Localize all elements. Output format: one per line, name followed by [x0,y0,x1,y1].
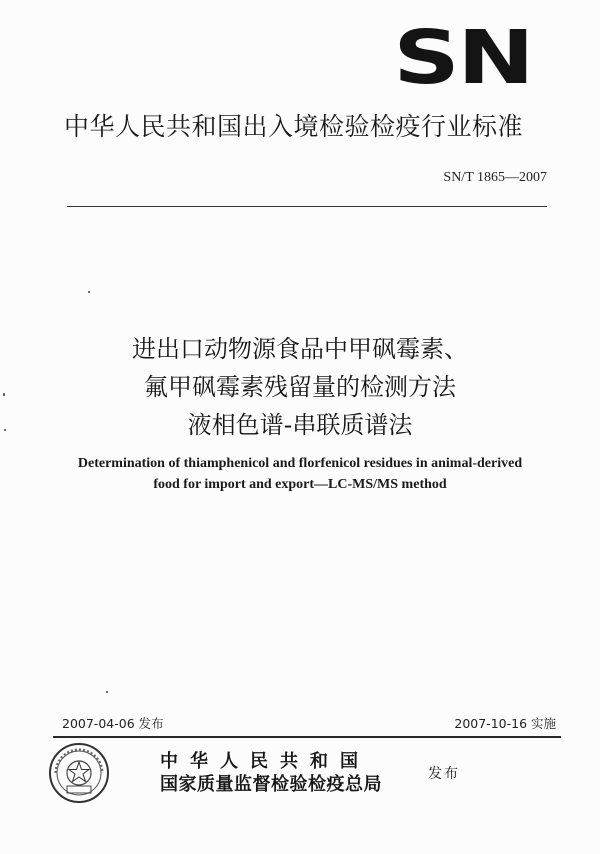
top-divider [67,206,547,207]
bottom-divider [53,736,561,738]
chinese-title-line-3: 液相色谱-串联质谱法 [187,411,413,439]
issuer-agency: 国家质量监督检验检疫总局 [160,774,382,795]
english-title [0,453,600,495]
issuer-country: 中华人民共和国 [160,751,370,772]
issue-label: 发布 [428,766,460,782]
chinese-title-line-2: 氟甲砜霉素残留量的检测方法 [144,373,456,401]
sn-logo: SN [392,15,532,101]
english-title-line-2: food for import and export—LC-MS/MS method [153,477,447,492]
standard-category-heading: 中华人民共和国出入境检验检疫行业标准 [64,112,524,141]
scan-speck [4,429,6,431]
english-title-line-1: Determination of thiamphenicol and florfenicol residues in animal-derived [77,456,523,471]
chinese-title [0,330,600,444]
issuing-authority [160,751,382,797]
issue-date: 2007-04-06 发布 [62,716,164,731]
scan-speck [88,291,90,293]
chinese-title-line-1: 进出口动物源食品中甲砜霉素、 [132,335,468,363]
effective-date: 2007-10-16 实施 [454,716,556,731]
scan-speck [106,691,108,693]
standard-code: SN/T 1865—2007 [443,170,547,185]
official-seal-icon [48,742,110,804]
scan-speck [3,393,5,396]
